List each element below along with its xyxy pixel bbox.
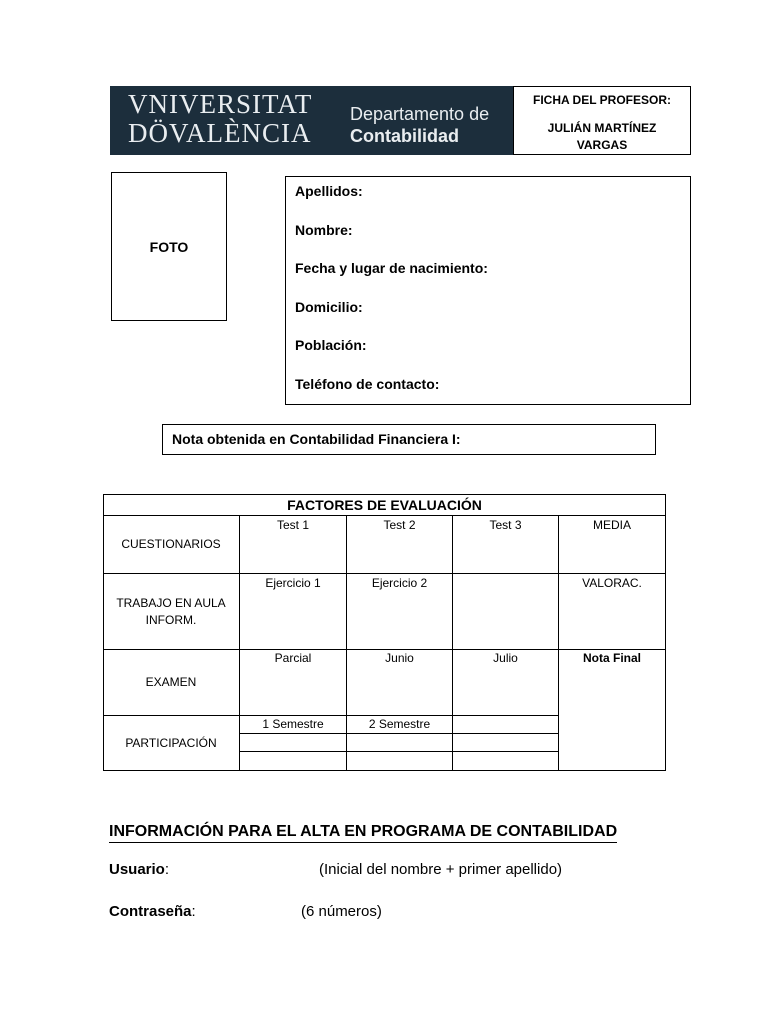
- surname-label: Apellidos:: [295, 183, 363, 199]
- col-semestre-2: 2 Semestre: [368, 717, 431, 731]
- row-label-cuestionarios: CUESTIONARIOS: [121, 537, 221, 551]
- col-valorac: VALORAC.: [582, 576, 642, 590]
- grade-box: [162, 424, 656, 455]
- evaluation-table: [103, 494, 666, 771]
- password-label: Contraseña: [109, 903, 192, 920]
- col-julio: Julio: [493, 651, 518, 665]
- row-label-participacion: PARTICIPACIÓN: [125, 736, 217, 750]
- evaluation-title: FACTORES DE EVALUACIÓN: [287, 497, 482, 513]
- col-parcial: Parcial: [274, 651, 312, 665]
- col-media: MEDIA: [592, 518, 631, 532]
- row-label-examen: EXAMEN: [145, 675, 197, 689]
- user-colon: :: [164, 861, 170, 878]
- col-semestre-1: 1 Semestre: [262, 717, 324, 731]
- town-label: Población:: [295, 337, 367, 353]
- birth-label: Fecha y lugar de nacimiento:: [295, 260, 488, 276]
- col-ejercicio-2: Ejercicio 2: [371, 576, 428, 590]
- professor-card-title: FICHA DEL PROFESOR:: [532, 93, 671, 107]
- grade-label: Nota obtenida en Contabilidad Financiera I:: [172, 431, 461, 447]
- logo-line-1: VNIVERSITAT: [128, 89, 313, 119]
- address-label: Domicilio:: [295, 299, 363, 315]
- photo-placeholder: [111, 172, 227, 321]
- logo-line-2: DÖVALÈNCIA: [128, 118, 312, 148]
- col-junio: Junio: [385, 651, 414, 665]
- software-section-title: INFORMACIÓN PARA EL ALTA EN PROGRAMA DE CONTABILIDAD: [109, 821, 617, 843]
- phone-label: Teléfono de contacto:: [295, 376, 440, 392]
- personal-data-box: [285, 176, 691, 405]
- department-name: [350, 103, 489, 147]
- department-line-2: Contabilidad: [350, 126, 459, 146]
- professor-name: JULIÁN MARTÍNEZ VARGAS: [547, 121, 657, 152]
- user-label: Usuario: [109, 861, 165, 878]
- password-hint: (6 números): [301, 903, 382, 920]
- department-line-1: Departamento de: [350, 104, 490, 124]
- password-colon: :: [191, 903, 196, 920]
- professor-card: [513, 86, 691, 155]
- row-label-trabajo: TRABAJO EN AULA INFORM.: [116, 596, 226, 627]
- col-test-3: Test 3: [489, 518, 522, 532]
- name-label: Nombre:: [295, 222, 353, 238]
- user-hint: (Inicial del nombre + primer apellido): [319, 861, 563, 878]
- col-nota-final: Nota Final: [582, 651, 641, 665]
- col-test-2: Test 2: [383, 518, 416, 532]
- photo-label: FOTO: [149, 238, 189, 255]
- col-ejercicio-1: Ejercicio 1: [265, 576, 321, 590]
- university-logo: [128, 90, 312, 148]
- user-line: [109, 861, 169, 878]
- password-line: [109, 903, 196, 920]
- col-test-1: Test 1: [276, 518, 309, 532]
